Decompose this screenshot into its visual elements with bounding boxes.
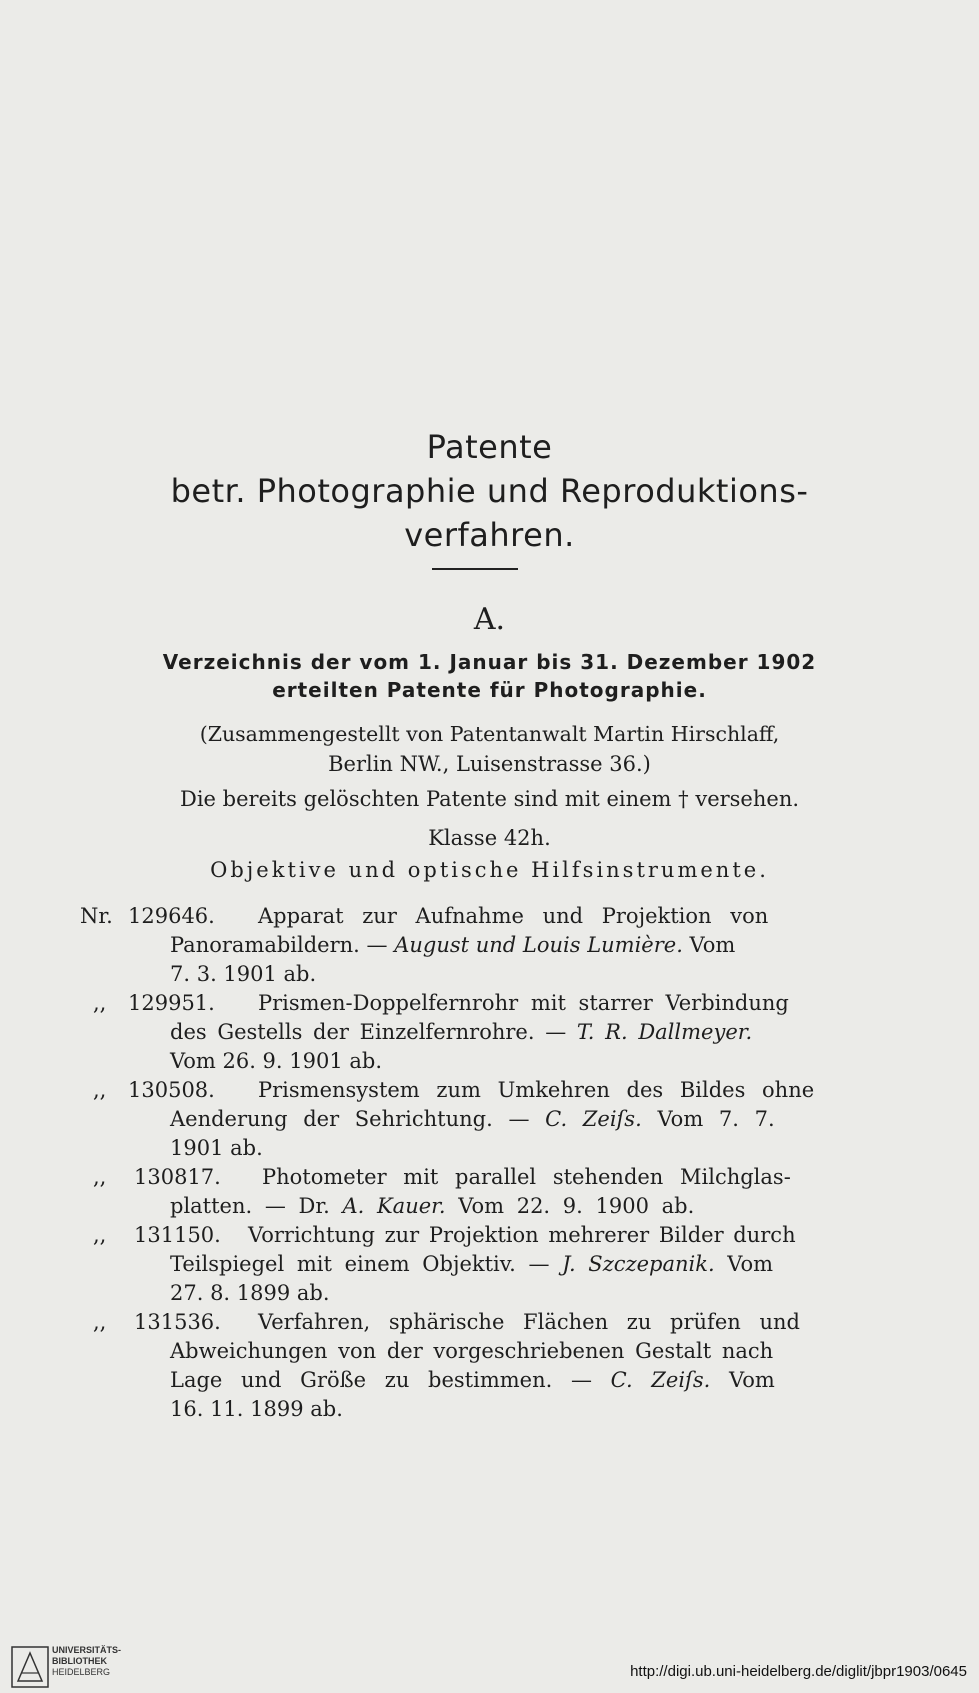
library-name: UNIVERSITÄTS- BIBLIOTHEK HEIDELBERG	[52, 1645, 122, 1677]
entry-text-line-4: 16. 11. 1899 ab.	[170, 1397, 343, 1421]
compiled-by-line-1: (Zusammengestellt von Patentanwalt Martin Hirschlaff,	[199, 722, 780, 746]
entry-number: 130817.	[134, 1165, 221, 1189]
entry-text-line-1: Prismensystem zum Umkehren des Bildes ohne	[258, 1078, 815, 1102]
entry-text-line-2: Abweichungen von der vorgeschriebenen Gestalt nach	[170, 1339, 774, 1363]
entry-text-line-2: Panoramabildern. — August und Louis Lumière. Vom	[170, 933, 736, 957]
page-title-line-1: Patente	[426, 428, 553, 466]
entry-text-line-3: 27. 8. 1899 ab.	[170, 1281, 330, 1305]
entry-text-line-2: platten. — Dr. A. Kauer. Vom 22. 9. 1900 ab.	[170, 1194, 695, 1218]
entry-text-line-1: Photometer mit parallel stehenden Milchglas-	[262, 1165, 791, 1189]
entry-text-line-1: Apparat zur Aufnahme und Projektion von	[258, 904, 769, 928]
entry-number: 129951.	[128, 991, 215, 1015]
entry-prefix: ,,	[93, 1165, 107, 1189]
entry-text-line-3: 1901 ab.	[170, 1136, 263, 1160]
entry-prefix: ,,	[93, 1310, 107, 1334]
entry-prefix: ,,	[93, 1078, 107, 1102]
divider-rule	[432, 568, 518, 570]
entry-number: 130508.	[128, 1078, 215, 1102]
entry-prefix: ,,	[93, 991, 107, 1015]
section-heading-1: Verzeichnis der vom 1. Januar bis 31. Dezember 1902	[162, 650, 817, 674]
section-letter: A.	[473, 602, 506, 637]
entry-text-line-2: des Gestells der Einzelfernrohre. — T. R. Dallmeyer.	[170, 1020, 753, 1044]
entry-text-line-3: 7. 3. 1901 ab.	[170, 962, 317, 986]
entry-text-line-1: Prismen-Doppelfernrohr mit starrer Verbindung	[258, 991, 789, 1015]
entry-number: 131536.	[134, 1310, 221, 1334]
entry-number: 129646.	[128, 904, 215, 928]
page-title-line-2: betr. Photographie und Reproduktions-	[170, 472, 809, 510]
entry-text-line-3: Lage und Größe zu bestimmen. — C. Zeiſs. Vom	[170, 1368, 775, 1392]
category-label: Objektive und optische Hilfsinstrumente.	[210, 858, 769, 882]
deleted-note: Die bereits gelöschten Patente sind mit einem † versehen.	[179, 787, 800, 811]
entry-number: 131150.	[134, 1223, 221, 1247]
section-heading-2: erteilten Patente für Photographie.	[272, 678, 707, 702]
entry-text-line-2: Aenderung der Sehrichtung. — C. Zeiſs. Vom 7. 7.	[170, 1107, 775, 1131]
entry-text-line-2: Teilspiegel mit einem Objektiv. — J. Szczepanik. Vom	[170, 1252, 774, 1276]
entry-text-line-3: Vom 26. 9. 1901 ab.	[170, 1049, 383, 1073]
compiled-by-line-2: Berlin NW., Luisenstrasse 36.)	[328, 752, 651, 776]
source-url-link[interactable]: http://digi.ub.uni-heidelberg.de/diglit/jbpr1903/0645	[630, 1663, 967, 1680]
entry-prefix: Nr.	[80, 904, 113, 928]
page-title-line-3: verfahren.	[404, 516, 575, 554]
entry-text-line-1: Verfahren, sphärische Flächen zu prüfen und	[258, 1310, 800, 1334]
klasse-label: Klasse 42h.	[428, 826, 551, 850]
entry-prefix: ,,	[93, 1223, 107, 1247]
entry-text-line-1: Vorrichtung zur Projektion mehrerer Bilder durch	[248, 1223, 796, 1247]
